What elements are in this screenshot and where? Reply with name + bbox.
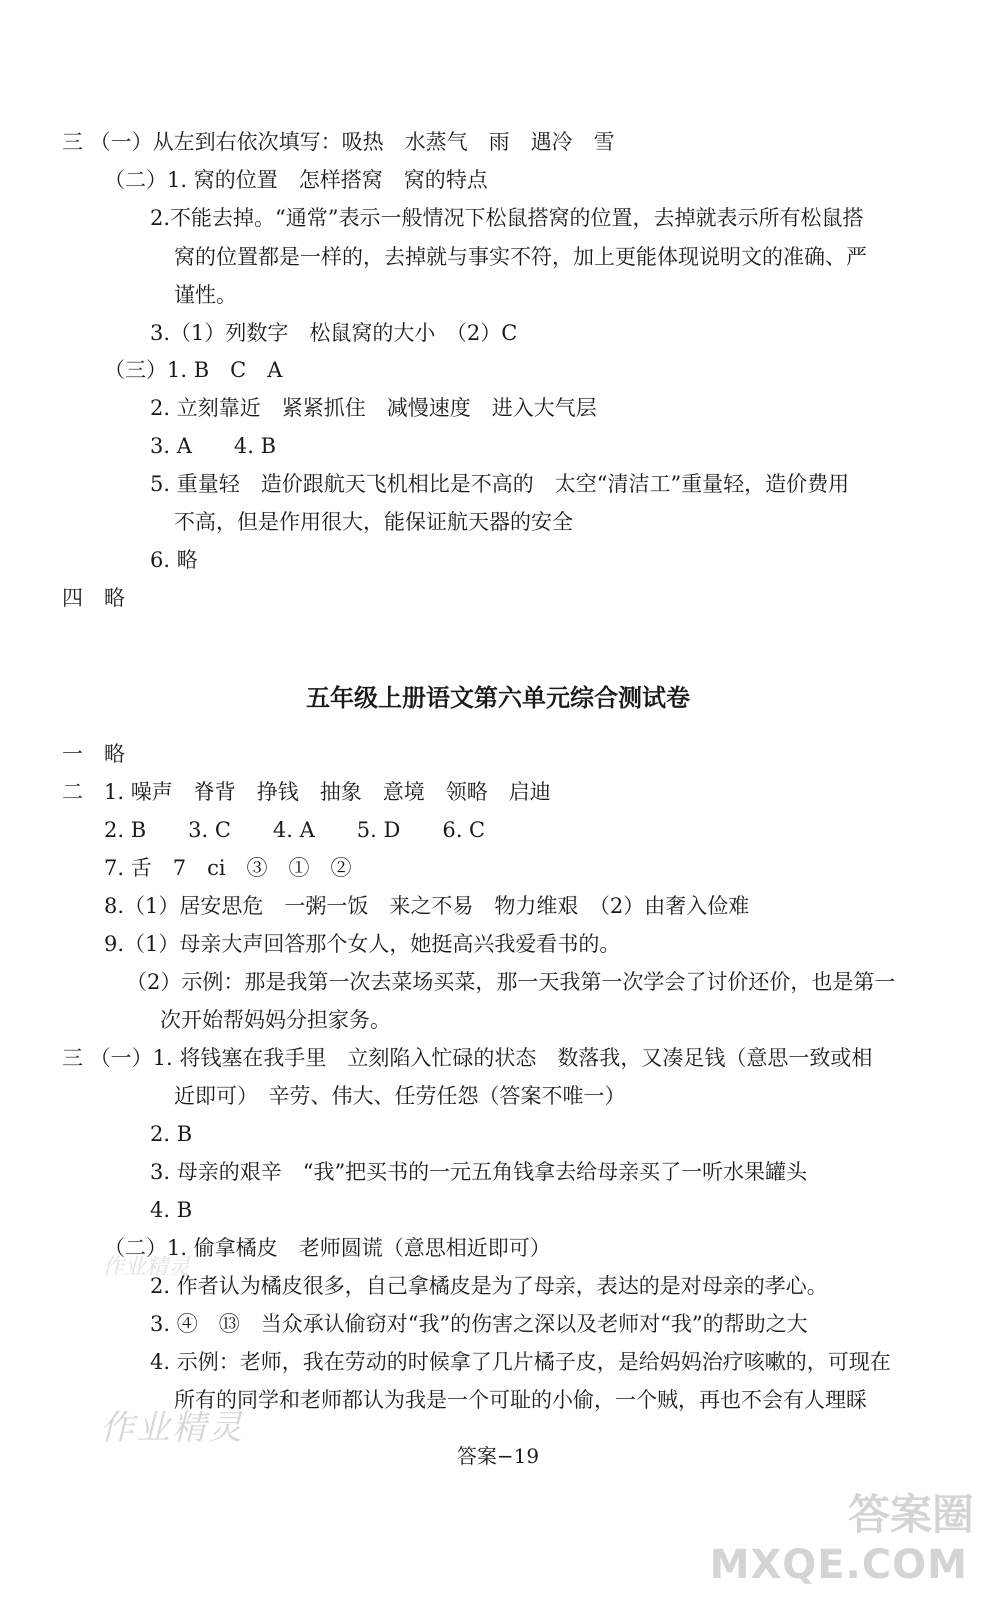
line: 三 （一）1. 将钱塞在我手里 立刻陷入忙碌的状态 数落我，又凑足钱（意思一致或相: [62, 1046, 873, 1070]
line: 二 1. 噪声 脊背 挣钱 抽象 意境 领略 启迪: [62, 780, 551, 804]
section-title: 五年级上册语文第六单元综合测试卷: [306, 684, 690, 712]
line: 2.不能去掉。“通常”表示一般情况下松鼠搭窝的位置，去掉就表示所有松鼠搭: [150, 206, 864, 230]
line: 近即可） 辛劳、伟大、任劳任怨（答案不唯一）: [174, 1084, 626, 1108]
watermark-logo: 答案圈: [847, 1490, 974, 1539]
line: 所有的同学和老师都认为我是一个可耻的小偷，一个贼，再也不会有人理睬: [174, 1388, 867, 1412]
watermark-url: MXQE.COM: [709, 1542, 968, 1588]
page-number: 答案−19: [456, 1444, 540, 1468]
line: 7. 舌 7 ci ③ ① ②: [104, 856, 352, 880]
line: （二）1. 偷拿橘皮 老师圆谎（意思相近即可）: [104, 1236, 551, 1260]
line: 6. 略: [150, 548, 198, 572]
line: 2. B 3. C 4. A 5. D 6. C: [104, 818, 486, 842]
line: 三 （一）从左到右依次填写：吸热 水蒸气 雨 遇冷 雪: [62, 130, 615, 154]
line: 2. 作者认为橘皮很多，自己拿橘皮是为了母亲，表达的是对母亲的孝心。: [150, 1274, 828, 1298]
line: 4. 示例：老师，我在劳动的时候拿了几片橘子皮，是给妈妈治疗咳嗽的，可现在: [150, 1350, 891, 1374]
line: 9.（1）母亲大声回答那个女人，她挺高兴我爱看书的。: [104, 932, 621, 956]
line: 5. 重量轻 造价跟航天飞机相比是不高的 太空“清洁工”重量轻，造价费用: [150, 472, 850, 496]
line: （三）1. B C A: [104, 358, 283, 382]
line: 不高，但是作用很大，能保证航天器的安全: [174, 510, 573, 534]
watermark-faint: 作业精灵: [102, 1255, 191, 1280]
line: 3. ④ ⑬ 当众承认偷窃对“我”的伤害之深以及老师对“我”的帮助之大: [150, 1312, 808, 1336]
line: 一 略: [62, 742, 125, 766]
line: 3. 母亲的艰辛 “我”把买书的一元五角钱拿去给母亲买了一听水果罐头: [150, 1160, 808, 1184]
line: 谨性。: [174, 283, 237, 307]
line: （二）1. 窝的位置 怎样搭窝 窝的特点: [104, 168, 488, 192]
watermark-left: 作业精灵: [100, 1408, 244, 1448]
line: 3. A 4. B: [150, 434, 277, 458]
line: 2. 立刻靠近 紧紧抓住 减慢速度 进入大气层: [150, 396, 597, 420]
line: 8.（1）居安思危 一粥一饭 来之不易 物力维艰 （2）由奢入俭难: [104, 894, 750, 918]
line: 次开始帮妈妈分担家务。: [160, 1008, 391, 1032]
line: 3.（1）列数字 松鼠窝的大小 （2）C: [150, 321, 518, 345]
line: 窝的位置都是一样的，去掉就与事实不符，加上更能体现说明文的准确、严: [174, 245, 867, 269]
line: （2）示例：那是我第一次去菜场买菜，那一天我第一次学会了讨价还价，也是第一: [126, 970, 896, 994]
line: 四 略: [62, 586, 125, 610]
line: 4. B: [150, 1198, 193, 1222]
line: 2. B: [150, 1122, 193, 1146]
